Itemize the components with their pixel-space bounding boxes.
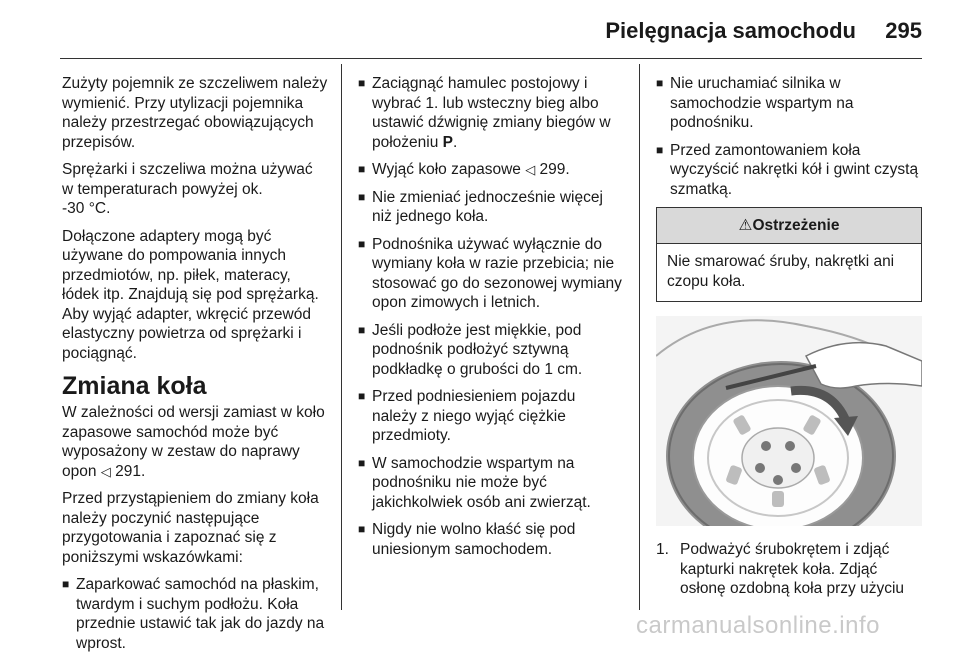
bullet-icon: ■ [358,189,366,204]
step-text: Podważyć śrubokrętem i zdjąć kapturki nakrętek koła. Zdjąć osłonę ozdobną koła przy użyciu [680,541,905,597]
warning-text: Nie smarować śruby, nakrętki ani czopu koła. [667,253,895,290]
list-item [62,575,328,653]
paragraph-text: Sprężarki i szczeliwa można używać w temperaturach powyżej ok. [62,161,313,198]
page-reference[interactable]: 299. [539,161,570,178]
column-divider-2 [639,64,640,610]
bullet-icon: ■ [358,389,366,403]
column-2 [358,74,624,567]
paragraph: Dołączone adaptery mogą być używane do pompowania innych przedmiotów, np. piłek, materacy, łódek itp. Znajdują się pod sprężarką. Aby wyjąć adapter, wkręcić przewód elastyczny powietrza od sprężarki i pociągnąć. [62,227,319,362]
list-item [656,141,922,200]
list-item-text: Jeśli podłoże jest miękkie, pod podnośnik podłożyć sztywną podkładkę o grubości do 1 cm. [372,321,583,378]
warning-title: Ostrzeżenie [752,217,840,234]
warning-box [656,207,922,302]
list-item-text: Zaparkować samochód na płaskim, twardym i suchym podłożu. Koła przednie ustawić tak jak do jazdy na wprost. [76,576,325,652]
bullet-icon: ■ [358,162,366,176]
punctuation: . [453,133,458,151]
list-item-text: Zaciągnąć hamulec postojowy i wybrać 1. lub wsteczny bieg albo ustawić dźwignię zmiany biegów w położeniu [372,75,611,151]
list-item [656,74,922,133]
column-divider-1 [341,64,342,610]
paragraph: Przed przystąpieniem do zmiany koła należy poczynić następujące przygotowania i zapoznać się z poniższymi wskazówkami: [62,490,319,566]
list-item-text: Nie zmieniać jednocześnie więcej niż jednego koła. [372,188,603,225]
step-number: 1. [656,541,669,558]
list-item [358,321,624,380]
paragraph-text: W zależności od wersji zamiast w koło zapasowe samochód może być wyposażony w zestaw do naprawy opon [62,404,325,480]
page-reference-icon: ◁ [525,162,536,177]
page-reference[interactable]: 291. [115,462,146,480]
bullet-icon: ■ [62,577,70,591]
paragraph: Zużyty pojemnik ze szczeliwem należy wymienić. Przy utylizacji pojemnika należy przestrzegać obowiązujących przepisów. [62,75,328,151]
warning-header [657,208,921,244]
paragraph [62,403,328,481]
list-item-text: Podnośnika używać wyłącznie do wymiany koła w razie przebicia; nie stosować go do sezonowej wymiany opon zimowych i letnich. [372,235,622,311]
bullet-icon: ■ [358,76,366,90]
list-item-text: Przed podniesieniem pojazdu należy z niego wyjąć ciężkie przedmioty. [372,388,576,444]
wheel-cover-illustration [656,316,922,526]
list-item-text: Wyjąć koło zapasowe [372,161,521,178]
bullet-icon: ■ [656,142,664,157]
column-1 [62,74,328,661]
section-heading: Zmiana koła [62,372,207,400]
paragraph [62,160,328,219]
list-item [358,235,624,313]
list-item [358,454,624,513]
page-number: 295 [885,18,922,43]
list-item [358,74,624,152]
bullet-icon: ■ [358,455,366,470]
temperature-value: -30 °C. [62,200,111,217]
watermark: carmanualsonline.info [636,612,880,639]
bullet-icon: ■ [656,76,664,90]
bullet-icon: ■ [358,236,366,251]
list-item [358,160,624,180]
list-item [358,520,624,559]
column-3 [656,74,922,599]
warning-icon: ⚠ [738,217,753,234]
list-item-text: W samochodzie wspartym na podnośniku nie może być jakichkolwiek osób ani zwierząt. [372,454,591,511]
list-item-text: Nigdy nie wolno kłaść się pod uniesionym samochodem. [372,521,576,558]
header-divider [60,58,922,59]
bullet-icon: ■ [358,322,366,337]
list-item-text: Nie uruchamiać silnika w samochodzie wspartym na podnośniku. [670,75,854,131]
list-item-text: Przed zamontowaniem koła wyczyścić nakrętki kół i gwint czystą szmatką. [670,141,919,198]
list-item [358,188,624,227]
numbered-step [656,540,922,599]
page-header [0,0,960,58]
list-item [358,387,624,446]
bullet-icon: ■ [358,522,366,536]
gear-position: P [442,133,454,151]
page-reference-icon: ◁ [100,463,111,479]
section-title: Pielęgnacja samochodu [605,18,856,43]
